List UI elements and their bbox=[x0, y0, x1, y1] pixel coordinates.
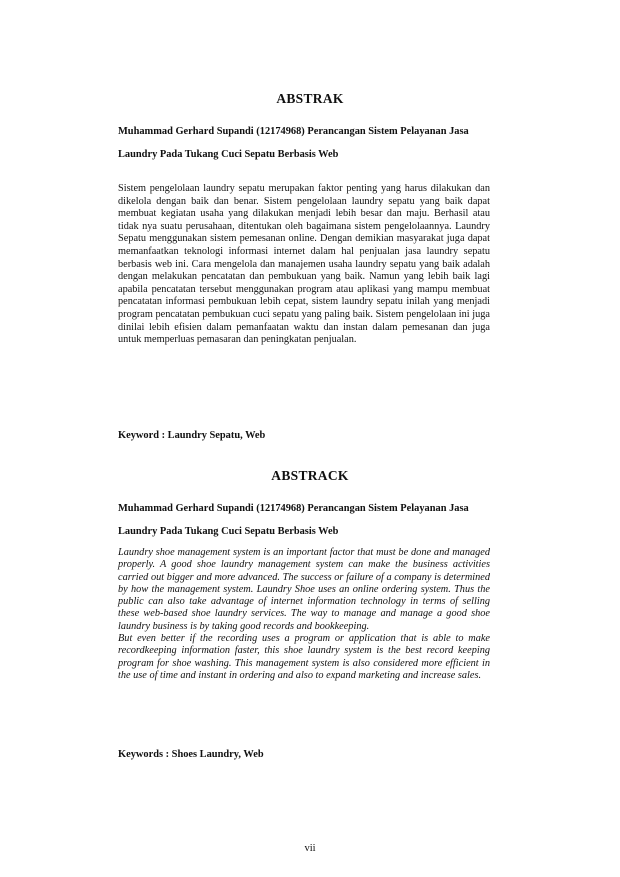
abstrak-body: Sistem pengelolaan laundry sepatu merupakan faktor penting yang harus dilakukan dan dikelola dengan baik dan benar. Sistem pengelolaan laundry sepatu yang baik dapat membuat kegiatan usaha yang dilakukan menjadi lebih besar dan maju. Berhasil atau tidak nya suatu perusahaan, ditentukan oleh bagaimana sistem pengelolaannya. Laundry Sepatu menggunakan sistem pemesanan online. Dengan demikian masyarakat juga dapat memanfaatkan teknologi informasi internet dalam hal penjualan jasa laundry sepatu berbasis web ini. Cara mengelola dan manajemen usaha laundry sepatu yang baik adalah dengan melakukan pencatatan dan pembukuan yang baik. Namun yang lebih baik lagi apabila pencatatan tersebut menggunakan program atau aplikasi yang mampu membuat pencatatan informasi pembukuan lebih cepat, sistem laundry sepatu inilah yang menjadi program pencatatan pembukuan cuci sepatu yang paling baik. Sistem pengelolaan ini juga dinilai lebih efisien dalam pemanfaatan waktu dan instan dalam pemesanan dan juga untuk memperluas pemasaran dan peningkatan penjualan. bbox=[118, 183, 490, 346]
page-number: vii bbox=[304, 843, 316, 854]
abstrak-keywords: Keyword : Laundry Sepatu, Web bbox=[118, 430, 266, 441]
abstrack-paragraph-1: Laundry shoe management system is an important factor that must be done and managed properly. A good shoe laundry management system can make the business activities carried out bigger and more advanced. The success or failure of a company is determined by how the management system. Laundry Shoe uses an online ordering system. Thus the public can also take advantage of internet information technology in terms of selling these web-based shoe laundry services. The way to manage and manage a good shoe laundry business is by taking good records and bookkeeping. bbox=[118, 547, 490, 632]
abstrack-paragraph-2: But even better if the recording uses a program or application that is able to make recordkeeping information faster, this shoe laundry system is the best record keeping program for shoe washing. This management system is also considered more efficient in the use of time and instant in ordering and also to expand marketing and increase sales. bbox=[118, 633, 490, 681]
abstrack-body bbox=[118, 547, 490, 682]
abstrak-author-line: Muhammad Gerhard Supandi (12174968) Perancangan Sistem Pelayanan Jasa bbox=[118, 126, 469, 137]
abstrak-title: ABSTRAK bbox=[276, 91, 344, 106]
abstrack-title: ABSTRACK bbox=[271, 468, 349, 483]
abstrack-thesis-title: Laundry Pada Tukang Cuci Sepatu Berbasis Web bbox=[118, 526, 339, 537]
abstrack-keywords: Keywords : Shoes Laundry, Web bbox=[118, 749, 264, 760]
abstrack-author-line: Muhammad Gerhard Supandi (12174968) Perancangan Sistem Pelayanan Jasa bbox=[118, 503, 469, 514]
abstrak-thesis-title: Laundry Pada Tukang Cuci Sepatu Berbasis Web bbox=[118, 149, 339, 160]
